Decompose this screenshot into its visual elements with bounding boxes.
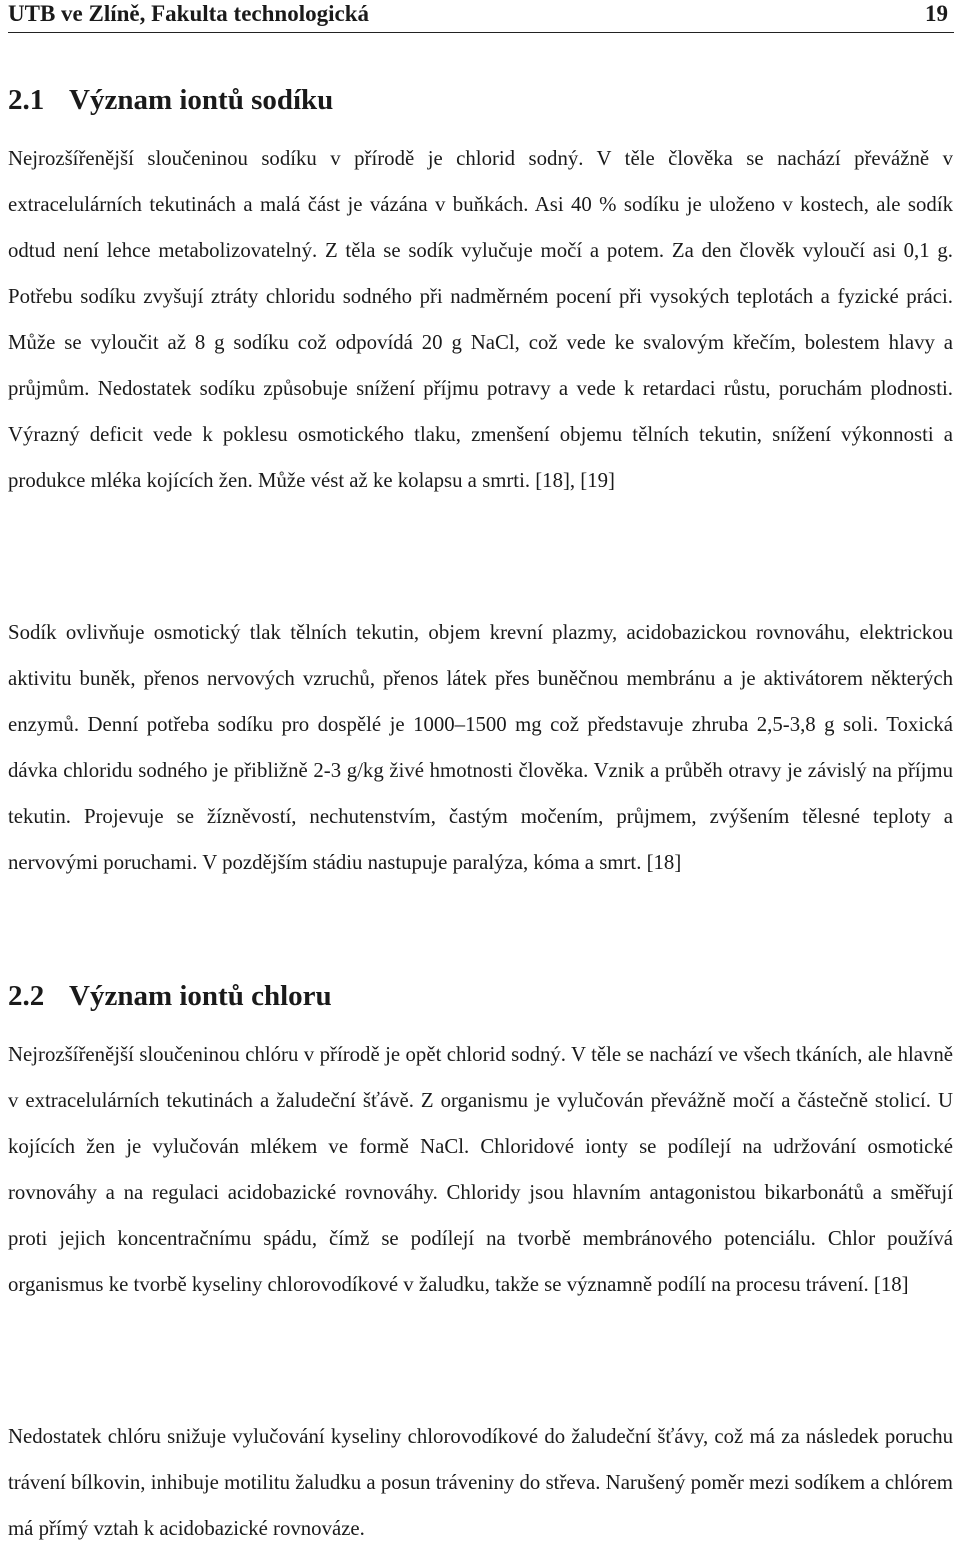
paragraph-sodium-1: Nejrozšířenější sloučeninou sodíku v přírodě je chlorid sodný. V těle člověka se nachází převážně v extracelulárních tekutinách a malá část je vázána v buňkách. Asi 40 % sodíku je uloženo v kostech, ale sodík odtud není lehce metabolizovatelný. Z těla se sodík vylučuje močí a potem. Za den člověk vyloučí asi 0,1 g. Potřebu sodíku zvyšují ztráty chloridu sodného při nadměrném pocení při vysokých teplotách a fyzické práci. Může se vyloučit až 8 g sodíku což odpovídá 20 g NaCl, což vede ke svalovým křečím, bolestem hlavy a průjmům. Nedostatek sodíku způsobuje snížení příjmu potravy a vede k retardaci růstu, poruchám plodnosti. Výrazný deficit vede k poklesu osmotického tlaku, zmenšení objemu tělních tekutin, snížení výkonnosti a produkce mléka kojících žen. Může vést až ke kolapsu a smrti. [18], [19]	[8, 147, 953, 492]
paragraph-chlorine-1: Nejrozšířenější sloučeninou chlóru v přírodě je opět chlorid sodný. V těle se nachází ve všech tkáních, ale hlavně v extracelulárních tekutinách a žaludeční šťávě. Z organismu je vylučován převážně močí a částečně stolicí. U kojících žen je vylučován mlékem ve formě NaCl. Chloridové ionty se podílejí na udržování osmotické rovnováhy a na regulaci acidobazické rovnováhy. Chloridy jsou hlavním antagonistou bikarbonátů a směřují proti jejich koncentračnímu spádu, čímž se podílejí na tvorbě membránového potenciálu. Chlor používá organismus ke tvorbě kyseliny chlorovodíkové v žaludku, takže se významně podílí na procesu trávení. [18]	[8, 1043, 953, 1296]
page-number: 19	[925, 1, 948, 26]
paragraph-chlorine-2: Nedostatek chlóru snižuje vylučování kyseliny chlorovodíkové do žaludeční šťávy, což má za následek poruchu trávení bílkovin, inhibuje motilitu žaludku a posun tráveniny do střeva. Narušený poměr mezi sodíkem a chlórem má přímý vztah k acidobazické rovnováze.	[8, 1425, 953, 1540]
section-title: Význam iontů chloru	[69, 980, 332, 1012]
section-heading-2-1	[8, 84, 333, 116]
paragraph-sodium-2: Sodík ovlivňuje osmotický tlak tělních tekutin, objem krevní plazmy, acidobazickou rovnováhu, elektrickou aktivitu buněk, přenos nervových vzruchů, přenos látek přes buněčnou membránu a je aktivátorem některých enzymů. Denní potřeba sodíku pro dospělé je 1000–1500 mg což představuje zhruba 2,5-3,8 g soli. Toxická dávka chloridu sodného je přibližně 2-3 g/kg živé hmotnosti člověka. Vznik a průběh otravy je závislý na příjmu tekutin. Projevuje se žízněvostí, nechutenstvím, častým močením, průjmem, zvýšením tělesné teploty a nervovými poruchami. V pozdějším stádiu nastupuje paralýza, kóma a smrt. [18]	[8, 621, 953, 874]
section-heading-2-2	[8, 980, 332, 1012]
page-header	[8, 0, 954, 33]
section-title: Význam iontů sodíku	[69, 84, 334, 116]
header-title: UTB ve Zlíně, Fakulta technologická	[8, 1, 369, 26]
section-number: 2.1	[8, 84, 45, 116]
section-number: 2.2	[8, 980, 45, 1012]
